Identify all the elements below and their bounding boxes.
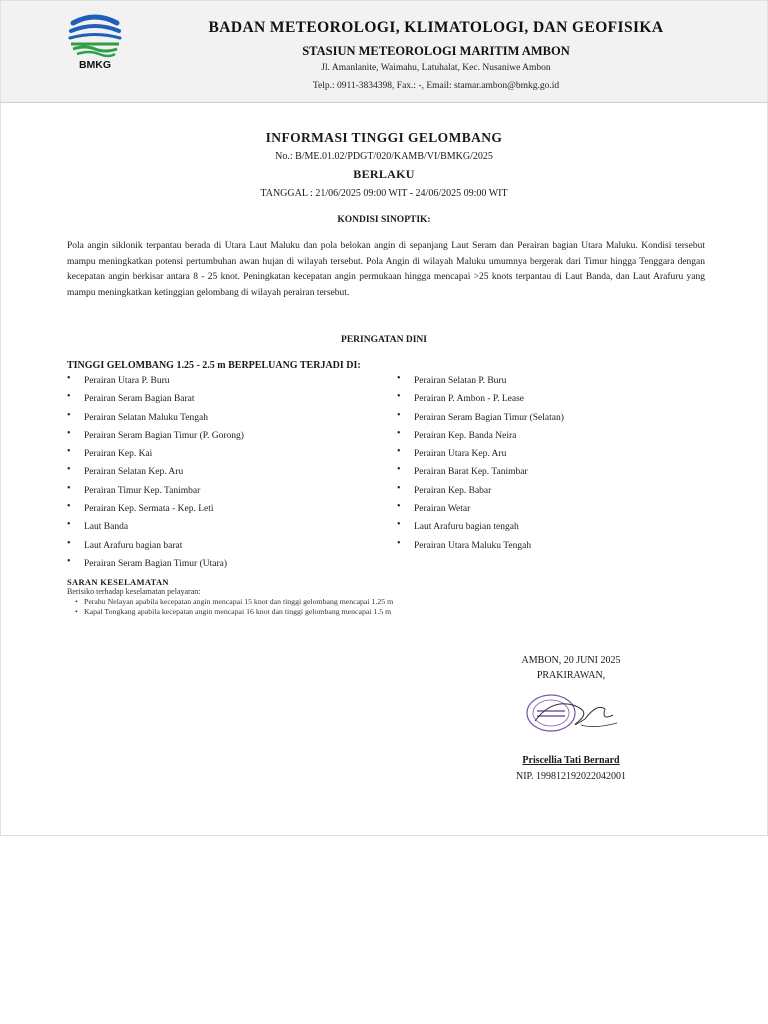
list-item: • Perairan Seram Bagian Timur (Utara) bbox=[67, 558, 387, 576]
safety-advice bbox=[67, 577, 707, 617]
station-address: Jl. Amanlanite, Waimahu, Latuhalat, Kec. Nusaniwe Ambon bbox=[321, 63, 551, 73]
affected-areas-right bbox=[397, 375, 717, 558]
list-item: • Laut Arafuru bagian barat bbox=[67, 540, 387, 558]
list-item: • Perahu Nelayan apabila kecepatan angin mencapai 15 knot dan tinggi gelombang mencapai 1.25 m bbox=[75, 597, 707, 607]
safety-title: SARAN KESELAMATAN bbox=[67, 577, 169, 587]
document-number: No.: B/ME.01.02/PDGT/020/KAMB/VI/BMKG/2025 bbox=[275, 151, 493, 162]
list-item: • Perairan Seram Bagian Timur (P. Gorong) bbox=[67, 430, 387, 448]
document-title: INFORMASI TINGGI GELOMBANG bbox=[265, 130, 503, 145]
list-item: • Perairan Utara Maluku Tengah bbox=[397, 540, 717, 558]
list-item: • Perairan Utara P. Buru bbox=[67, 375, 387, 393]
synoptic-heading: KONDISI SINOPTIK: bbox=[337, 215, 431, 225]
list-item: • Perairan Seram Bagian Barat bbox=[67, 393, 387, 411]
document-status: BERLAKU bbox=[353, 167, 415, 181]
station-contact: Telp.: 0911-3834398, Fax.: -, Email: stamar.ambon@bmkg.go.id bbox=[312, 81, 560, 91]
list-item: • Perairan Seram Bagian Timur (Selatan) bbox=[397, 412, 717, 430]
affected-areas-left bbox=[67, 375, 387, 576]
signature-role: PRAKIRAWAN, bbox=[536, 670, 606, 681]
list-item: • Perairan Barat Kep. Tanimbar bbox=[397, 466, 717, 484]
list-item: • Perairan Selatan Kep. Aru bbox=[67, 466, 387, 484]
list-item: • Perairan Kep. Kai bbox=[67, 448, 387, 466]
safety-list bbox=[67, 597, 707, 617]
list-item: • Perairan Kep. Banda Neira bbox=[397, 430, 717, 448]
early-warning-heading: PERINGATAN DINI bbox=[341, 335, 427, 345]
signature-stamp-icon bbox=[521, 691, 631, 737]
signature-place-date: AMBON, 20 JUNI 2025 bbox=[521, 655, 621, 666]
list-item: • Perairan Wetar bbox=[397, 503, 717, 521]
letterhead bbox=[1, 1, 767, 103]
list-item: • Perairan Selatan P. Buru bbox=[397, 375, 717, 393]
list-item: • Laut Banda bbox=[67, 521, 387, 539]
list-item: • Perairan Utara Kep. Aru bbox=[397, 448, 717, 466]
wave-height-heading: TINGGI GELOMBANG 1.25 - 2.5 m BERPELUANG TERJADI DI: bbox=[67, 360, 361, 371]
validity-period: TANGGAL : 21/06/2025 09:00 WIT - 24/06/2025 09:00 WIT bbox=[260, 188, 508, 199]
signatory-name: Priscellia Tati Bernard bbox=[522, 755, 620, 766]
synoptic-body: Pola angin siklonik terpantau berada di Utara Laut Maluku dan pola belokan angin di sepanjang Laut Seram dan Perairan bagian Utara Maluku. Kondisi tersebut mampu meningkatkan potensi pertumbuhan awan hujan di wilayah tersebut. Pola Angin di wilayah Maluku umumnya bergerak dari Timur hingga Tenggara dengan kecepatan angin berkisar antara 8 - 25 knot. Peningkatan kecepatan angin permukaan hingga mencapai >25 knots terpantau di Laut Banda, dan Laut Arafuru yang mampu meningkatkan ketinggian gelombang di wilayah perairan tersebut. bbox=[67, 241, 705, 298]
logo-text: BMKG bbox=[78, 59, 112, 71]
list-item: • Perairan P. Ambon - P. Lease bbox=[397, 393, 717, 411]
station-name: STASIUN METEOROLOGI MARITIM AMBON bbox=[302, 44, 570, 58]
list-item: • Perairan Selatan Maluku Tengah bbox=[67, 412, 387, 430]
list-item: • Kapal Tongkang apabila kecepatan angin mencapai 16 knot dan tinggi gelombang mencapai 1.5 m bbox=[75, 607, 707, 617]
list-item: • Perairan Kep. Babar bbox=[397, 485, 717, 503]
list-item: • Perairan Kep. Sermata - Kep. Leti bbox=[67, 503, 387, 521]
safety-intro: Berisiko terhadap keselamatan pelayaran: bbox=[67, 587, 201, 596]
signatory-nip: NIP. 199812192022042001 bbox=[515, 771, 626, 782]
list-item: • Perairan Timur Kep. Tanimbar bbox=[67, 485, 387, 503]
agency-title: BADAN METEOROLOGI, KLIMATOLOGI, DAN GEOFISIKA bbox=[208, 19, 664, 36]
list-item: • Laut Arafuru bagian tengah bbox=[397, 521, 717, 539]
